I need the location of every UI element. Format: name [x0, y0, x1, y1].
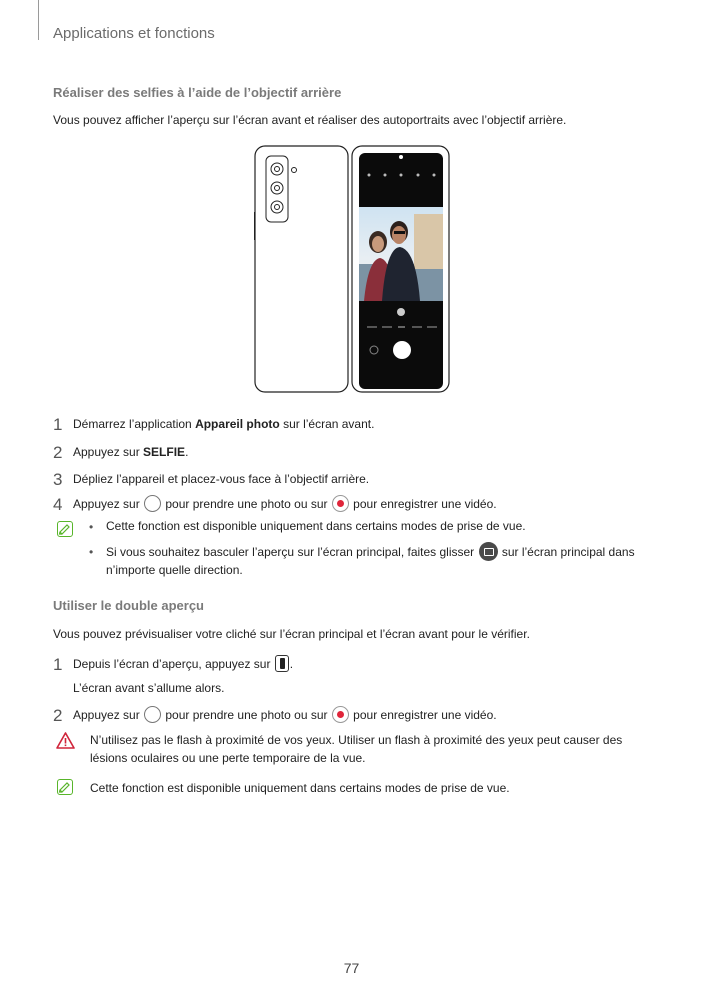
step-sub-text: L’écran avant s’allume alors.	[73, 681, 225, 695]
step-text-bold: SELFIE	[143, 445, 186, 459]
section-title-selfies: Réaliser des selfies à l’aide de l’objectif arrière	[53, 85, 342, 100]
step-text: Appuyez sur	[73, 497, 144, 511]
step-number: 1	[53, 655, 63, 674]
section-intro-double-preview: Vous pouvez prévisualiser votre cliché sur l’écran principal et l’écran avant pour le vérifier.	[53, 627, 530, 641]
bullet-marker: •	[89, 545, 94, 559]
warning-icon	[56, 732, 75, 754]
note-icon	[57, 521, 73, 537]
step-text-bold: Appareil photo	[195, 417, 280, 431]
step-text: pour prendre une photo ou sur	[162, 708, 331, 722]
note-item	[106, 542, 635, 579]
preview-switch-icon	[479, 542, 498, 561]
step-text: Démarrez l’application	[73, 417, 196, 431]
step-text: sur l’écran avant.	[279, 417, 375, 431]
device-illustration	[254, 144, 454, 401]
note-text: sur l’écran principal dans	[498, 545, 635, 559]
step-number: 2	[53, 443, 63, 462]
section-title-double-preview: Utiliser le double aperçu	[53, 598, 204, 613]
step-3	[53, 470, 369, 490]
step-text: .	[289, 657, 294, 671]
warning-text	[90, 731, 622, 767]
warning-line: lésions oculaires ou une perte temporaire de la vue.	[90, 751, 366, 765]
step-number: 2	[53, 706, 63, 725]
record-button-icon	[332, 706, 349, 723]
step-number: 3	[53, 470, 63, 489]
step-text: pour enregistrer une vidéo.	[349, 708, 497, 722]
step-text: Appuyez sur	[73, 445, 144, 459]
cover-screen-icon	[275, 655, 289, 672]
note-text: Cette fonction est disponible uniquement dans certains modes de prise de vue.	[90, 781, 510, 795]
record-button-icon	[332, 495, 349, 512]
capture-button-icon	[144, 495, 161, 512]
step-1	[53, 415, 374, 435]
page-number: 77	[343, 960, 360, 976]
step-4	[53, 495, 497, 515]
step-text: Appuyez sur	[73, 708, 144, 722]
step-number: 1	[53, 415, 63, 434]
warning-line: N’utilisez pas le flash à proximité de vos yeux. Utiliser un flash à proximité des yeux peut causer des	[90, 733, 623, 747]
step-text: pour enregistrer une vidéo.	[349, 497, 497, 511]
note-text: Si vous souhaitez basculer l’aperçu sur l’écran principal, faites glisser	[106, 545, 478, 559]
note-icon	[57, 779, 73, 795]
capture-button-icon	[144, 706, 161, 723]
note-text: n’importe quelle direction.	[106, 563, 243, 577]
step-text: pour prendre une photo ou sur	[162, 497, 331, 511]
bullet-marker: •	[89, 520, 94, 534]
section-intro-selfies: Vous pouvez afficher l’aperçu sur l’écran avant et réaliser des autoportraits avec l’objectif arrière.	[53, 113, 567, 127]
step-text: Dépliez l’appareil et placez-vous face à l’objectif arrière.	[73, 472, 370, 486]
step-text: Depuis l’écran d’aperçu, appuyez sur	[73, 657, 274, 671]
header-title: Applications et fonctions	[53, 25, 215, 42]
step-1	[53, 655, 293, 675]
step-text: .	[185, 445, 189, 459]
step-number: 4	[53, 495, 63, 514]
step-2	[53, 443, 188, 463]
note-item: Cette fonction est disponible uniquement dans certains modes de prise de vue.	[106, 519, 526, 533]
step-2	[53, 706, 497, 726]
header-rule	[38, 0, 39, 40]
